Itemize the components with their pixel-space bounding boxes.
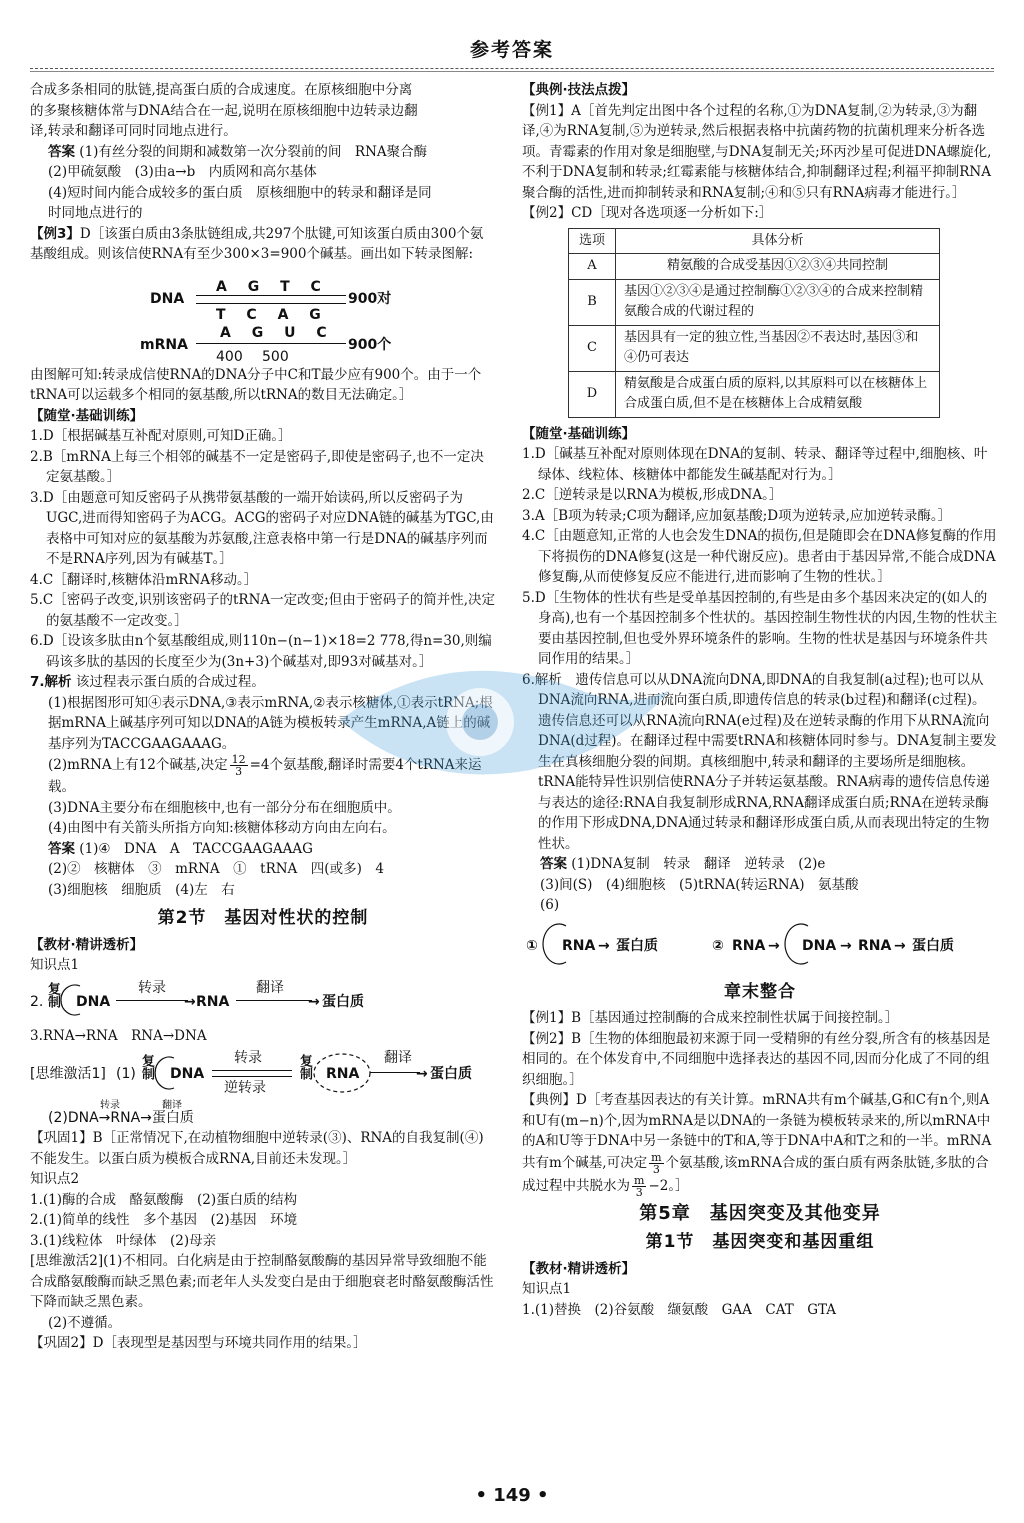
table-header: 选项 <box>569 228 616 254</box>
knowledge-point-1: 知识点1 <box>522 1281 572 1297</box>
example-3-after: 由图解可知:转录成信使RNA的DNA分子中C和T最少应有900个。由于一个tRNA可以运载多个相同的氨基酸,所以tRNA的数目无法确定。］ <box>30 366 482 403</box>
mrna-length: 900个 <box>348 336 392 353</box>
think-1-part-2 <box>30 1102 496 1126</box>
fraction <box>632 1175 646 1198</box>
protein-node: 蛋白质 <box>322 993 364 1010</box>
fraction <box>230 754 248 777</box>
consolidate-1: 【巩固1】B［正常情况下,在动植物细胞中逆转录(③)、RNA的自我复制(④)不能发生。以蛋白质为模板合成RNA,目前还未发现。］ <box>30 1130 484 1167</box>
table-cell-option: D <box>569 371 616 417</box>
page-title: 参考答案 <box>469 39 554 61</box>
arrow-head: → <box>768 937 780 954</box>
material-title: 【教材·精讲透析】 <box>30 936 144 953</box>
answer-line: (6) <box>540 897 560 913</box>
section-title: 第1节 基因突变和基因重组 <box>645 1232 875 1252</box>
section-title: 第2节 基因对性状的控制 <box>157 908 369 928</box>
chapter-summary-title: 章末整合 <box>724 981 796 1002</box>
watermark-logo <box>330 650 680 790</box>
dna-length: 900对 <box>348 290 392 307</box>
answer-line: (1)DNA复制 转录 翻译 逆转录 (2)e <box>571 856 826 872</box>
table-cell-analysis: 精氨酸的合成受基因①②③④共同控制 <box>616 254 940 280</box>
think-2-part-2: (2)不遵循。 <box>48 1314 122 1331</box>
fraction-denominator: 3 <box>652 1162 660 1176</box>
rna-node: RNA <box>196 993 230 1010</box>
replication-label: 复制 <box>139 1054 154 1080</box>
q7-text: 该过程表示蛋白质的合成过程。 <box>75 674 265 690</box>
summary-example-1: 【例1】B［基因通过控制酶的合成来控制性状属于间接控制。］ <box>522 1010 899 1026</box>
transcription-diagram <box>30 267 496 363</box>
answer-label: 答案 <box>540 856 567 872</box>
summary-typical-example: 【典例】D［考查基因表达的有关计算。mRNA共有m个碱基,G和C有n个,则A和U有(m−n)个,因为mRNA是以DNA的一条链为模板转录来的,所以mRNA中的A和U等于DNA中另一条链中的T和A,等于DNA中A和T之和的一半。mRNA共有m个碱基,可决定 <box>522 1092 992 1171</box>
dna-node: DNA <box>76 993 111 1010</box>
translation-label: 翻译 <box>384 1050 412 1066</box>
replication-label: 复制 <box>45 981 60 1008</box>
q7-part: (1)根据图形可知④表示DNA,③表示mRNA,②表示核糖体,①表示tRNA;根据mRNA上碱基序列可知以DNA的A链为模板转录产生mRNA,A链上的碱基序列为TACCGAAGAAAG。 <box>48 694 493 752</box>
drill-item: 1.D［碱基互补配对原则体现在DNA的复制、转录、翻译等过程中,细胞核、叶绿体、线粒体、核糖体中都能发生碱基配对行为。］ <box>522 446 988 483</box>
count-500: 500 <box>262 348 289 365</box>
table-header: 具体分析 <box>616 228 940 254</box>
transcription-label: 转录 <box>138 979 166 996</box>
think-2: [思维激活2](1)不相同。白化病是由于控制酪氨酸酶的基因异常导致细胞不能合成酪氨酸酶而缺乏黑色素;而老年人头发变白是由于细胞衰老时酪氨酸酶活性下降而缺乏黑色素。 <box>30 1253 494 1310</box>
answer-label: 答案 <box>48 143 75 160</box>
q7-answer: (1)④ DNA A TACCGAAGAAAG <box>79 840 313 857</box>
flow-number-1: ① <box>526 937 538 954</box>
arrow-head: → <box>184 993 196 1010</box>
transcription-label: 转录 <box>234 1050 262 1066</box>
answer-line: (4)短时间内能合成较多的蛋白质 原核细胞中的转录和翻译是同 <box>48 184 432 201</box>
table-row <box>569 371 940 417</box>
dna-top-bases: A G T C <box>216 278 329 295</box>
header-rule <box>30 68 994 69</box>
drill-item: 6.解析 遗传信息可以从DNA流向DNA,即DNA的自我复制(a过程);也可以从DNA流向RNA,进而流向蛋白质,即遗传信息的转录(b过程)和翻译(c过程)。遗传信息还可以从RNA流向RNA(e过程)及在逆转录酶的作用下从RNA流向DNA(d过程)。在翻译过程中需要tRNA和核糖体同时参与。DNA复制主要发生在真核细胞分裂的间期。真核细胞中,转录和翻译的主要场所是细胞核。tRNA能特异性识别信使RNA分子并转运氨基酸。RNA病毒的遗传信息传递与表达的途径:RNA自我复制形成RNA,RNA翻译成蛋白质;RNA在逆转录酶的作用下形成DNA,DNA通过转录和翻译形成蛋白质,从而表现出特定的生物性状。 <box>522 671 997 852</box>
answer-label: 答案 <box>48 840 75 857</box>
table-cell-analysis: 基因具有一定的独立性,当基因②不表达时,基因③和④仍可表达 <box>616 325 940 371</box>
flow-number-2: ② <box>712 937 724 954</box>
arrow-head: → <box>308 993 320 1010</box>
answer-line: (1)有丝分裂的间期和减数第一次分裂前的间 RNA聚合酶 <box>79 143 428 160</box>
table-cell-option: A <box>569 254 616 280</box>
protein-node: 蛋白质 <box>430 1066 472 1082</box>
table-row <box>569 325 940 371</box>
arrow-line <box>212 1070 292 1071</box>
arrow-head: → <box>894 937 906 954</box>
item-number: 2. <box>30 993 44 1010</box>
text-line: 的多聚核糖体常与DNA结合在一起,说明在原核细胞中边转录边翻 <box>30 102 418 119</box>
header-rule-2 <box>30 71 994 72</box>
table-cell-analysis: 精氨酸是合成蛋白质的原料,以其原料可以在核糖体上合成蛋白质,但不是在核糖体上合成精氨酸 <box>616 371 940 417</box>
central-dogma-flow <box>30 978 496 1024</box>
drill-item: 3.D［由题意可知反密码子从携带氨基酸的一端开始读码,所以反密码子为UGC,进而得知密码子为ACG。ACG的密码子对应DNA链的碱基为TGC,由表格中可知对应的氨基酸为苏氨酸,注意表格中第一行是DNA的碱基序列而不是RNA序列,因为有碱基T。］ <box>30 489 494 567</box>
example-3-text: D［该蛋白质由3条肽链组成,共297个肽键,可知该蛋白质由300个氨基酸组成。则该信使RNA有至少300×3=900个碱基。画出如下转录图解: <box>30 225 484 262</box>
fraction-numerator: m <box>651 1150 662 1164</box>
arrow-head: → <box>598 937 610 954</box>
q7-label: 7.解析 <box>30 674 72 690</box>
drill-item: 5.C［密码子改变,识别该密码子的tRNA一定改变;但由于密码子的简并性,决定的氨基酸不一定改变。］ <box>30 592 495 629</box>
q7-answer: (2)② 核糖体 ③ mRNA ① tRNA 四(或多) 4 <box>48 861 384 877</box>
table-cell-option: C <box>569 325 616 371</box>
drill-item: 2.C［逆转录是以RNA为模板,形成DNA。］ <box>522 487 783 503</box>
table-cell-analysis: 基因①②③④是通过控制酶①②③④的合成来控制精氨酸合成的代谢过程的 <box>616 279 940 325</box>
chapter-title: 第5章 基因突变及其他变异 <box>639 1202 881 1224</box>
text-line: 合成多条相同的肽链,提高蛋白质的合成速度。在原核细胞中分离 <box>30 82 413 98</box>
material-title: 【教材·精讲透析】 <box>522 1260 636 1277</box>
dna-node: DNA <box>170 1066 205 1082</box>
mrna-bases: A G U C <box>220 324 335 341</box>
fraction <box>649 1152 663 1175</box>
protein-node: 蛋白质 <box>616 937 658 954</box>
summary-example-2: 【例2】B［生物的体细胞最初来源于同一受精卵的有丝分裂,所含有的核基因是相同的。在个体发育中,不同细胞中选择表达的基因不同,因而分化成了不同的组织细胞。］ <box>522 1030 991 1088</box>
intro-text <box>30 80 496 142</box>
arrow-line <box>116 1000 188 1001</box>
rna-node: RNA <box>562 937 596 954</box>
fraction-numerator: 12 <box>231 753 246 766</box>
arrow-head: → <box>840 937 852 954</box>
technique-title: 【典例·技法点拨】 <box>522 82 636 98</box>
dna-label: DNA <box>150 290 185 307</box>
example-label: 【例3】 <box>30 225 80 242</box>
answer-line: 时同地点进行的 <box>48 205 143 221</box>
table-cell-option: B <box>569 279 616 325</box>
kp2-item: 2.(1)简单的线性 多个基因 (2)基因 环境 <box>30 1212 298 1228</box>
drill-item: 4.C［翻译时,核糖体沿mRNA移动。］ <box>30 571 258 588</box>
fraction-denominator: 3 <box>635 1185 643 1199</box>
protein-node: 蛋白质 <box>912 937 954 954</box>
dna-strand-2 <box>196 303 346 304</box>
q7-part: (2)mRNA上有12个碱基,决定 <box>48 757 228 773</box>
knowledge-point-2: 知识点2 <box>30 1171 80 1187</box>
q7-part: =4个氨基酸,翻译时需要4个tRNA来运载。 <box>48 757 482 795</box>
arrow-head: → <box>416 1066 428 1082</box>
arrow-line <box>212 1076 292 1077</box>
arrow-line <box>236 1000 312 1001</box>
rna-node: RNA <box>858 937 892 954</box>
table-row <box>569 279 940 325</box>
table-row <box>569 254 940 280</box>
kp1-item: 1.(1)替换 (2)谷氨酸 缬氨酸 GAA CAT GTA <box>522 1301 837 1318</box>
reverse-transcription-label: 逆转录 <box>224 1080 266 1096</box>
text-line: 译,转录和翻译可同时同地点进行。 <box>30 123 237 139</box>
flow-text: (2)DNA→RNA→蛋白质 <box>48 1110 194 1126</box>
drill-item: 6.D［设该多肽由n个氨基酸组成,则110n−(n−1)×18=2 778,得n=30,则编码该多肽的基因的长度至少为(3n+3)个碱基对,即93对碱基对。］ <box>30 633 492 670</box>
dna-bottom-bases: T C A G <box>216 306 329 323</box>
analysis-table <box>568 228 940 418</box>
kp2-item: 1.(1)酶的合成 酪氨酸酶 (2)蛋白质的结构 <box>30 1191 298 1208</box>
think-number: (1) <box>116 1066 136 1082</box>
answer-line: (2)甲硫氨酸 (3)由a→b 内质网和高尔基体 <box>48 164 317 180</box>
drill-item: 5.D［生物体的性状有些是受单基因控制的,有些是由多个基因来决定的(如人的身高),也有一个基因控制多个性状的。基因控制生物性状的内因,生物的性状主要由基因控制,但也受外界环境条件的影响。生物的性状是基因与环境条件共同作用的结果。］ <box>522 589 998 667</box>
summary-typical-example: 个氨基酸,该mRNA合成的蛋白质有两条肽链,多肽的合成过程中共脱水为 <box>522 1154 989 1194</box>
dna-strand-1 <box>196 295 346 296</box>
drill-item: 2.B［mRNA上每三个相邻的碱基不一定是密码子,即使是密码子,也不一定决定氨基酸。］ <box>30 448 484 485</box>
drill-title: 【随堂·基础训练】 <box>522 425 636 442</box>
mrna-label: mRNA <box>140 336 188 353</box>
count-400: 400 <box>216 348 243 365</box>
fraction-denominator: 3 <box>235 765 243 778</box>
q7-part: (4)由图中有关箭头所指方向知:核糖体移动方向由左向右。 <box>48 820 396 836</box>
arrow-line <box>370 1072 420 1073</box>
kp2-item: 3.(1)线粒体 叶绿体 (2)母亲 <box>30 1232 217 1249</box>
think-label: [思维激活1] <box>30 1066 106 1082</box>
example-1: 【例1】A［首先判定出图中各个过程的名称,①为DNA复制,②为转录,③为翻译,④为RNA复制,⑤为逆转录,然后根据表格中抗菌药物的抗菌机理来分析各选项。青霉素的作用对象是细胞壁,与DNA复制无关;环丙沙星可促进DNA螺旋化,不利于DNA复制和转录;红霉素能与核糖体结合,抑制翻译过程;利福平抑制RNA聚合酶的活性,进而抑制转录和RNA复制;④和⑤只有RNA病毒才能进行。］ <box>522 102 992 201</box>
think-1-flow <box>30 1048 496 1100</box>
rna-node: RNA <box>732 937 766 954</box>
replication-label: 复制 <box>297 1054 312 1080</box>
dna-node: DNA <box>802 937 837 954</box>
drill-item: 4.C［由题意知,正常的人也会发生DNA的损伤,但是随即会在DNA修复酶的作用下将损伤的DNA修复(这是一种代谢反应)。患者由于基因异常,不能合成DNA修复酶,从而使修复反应不能进行,进而影响了生物的性状。］ <box>522 528 997 585</box>
drill-item: 3.A［B项为转录;C项为翻译,应加氨基酸;D项为逆转录,应加逆转录酶。］ <box>522 507 952 524</box>
page-number: • 149 • <box>475 1485 549 1506</box>
q7-part: (3)DNA主要分布在细胞核中,也有一部分分布在细胞质中。 <box>48 799 401 816</box>
table-header-row <box>569 228 940 254</box>
transcription-label: 转录 <box>100 1100 120 1111</box>
mrna-strand <box>196 343 346 344</box>
answer-line: (3)间(S) (4)细胞核 (5)tRNA(转运RNA) 氨基酸 <box>540 876 859 893</box>
q7-answer: (3)细胞核 细胞质 (4)左 右 <box>48 881 235 898</box>
rna-node: RNA <box>326 1066 360 1082</box>
example-2: 【例2】CD［现对各选项逐一分析如下:］ <box>522 205 773 221</box>
fraction-numerator: m <box>634 1173 645 1187</box>
knowledge-point-1: 知识点1 <box>30 957 80 973</box>
translation-label: 翻译 <box>256 979 284 996</box>
consolidate-2: 【巩固2】D［表现型是基因型与环境共同作用的结果。］ <box>30 1335 367 1351</box>
summary-typical-example: −2。］ <box>648 1177 689 1194</box>
virus-flow-diagram <box>522 918 998 974</box>
translation-label: 翻译 <box>162 1100 182 1111</box>
kp1-item-3: 3.RNA→RNA RNA→DNA <box>30 1027 207 1044</box>
drill-title: 【随堂·基础训练】 <box>30 407 144 424</box>
drill-item: 1.D［根据碱基互补配对原则,可知D正确。］ <box>30 428 292 444</box>
